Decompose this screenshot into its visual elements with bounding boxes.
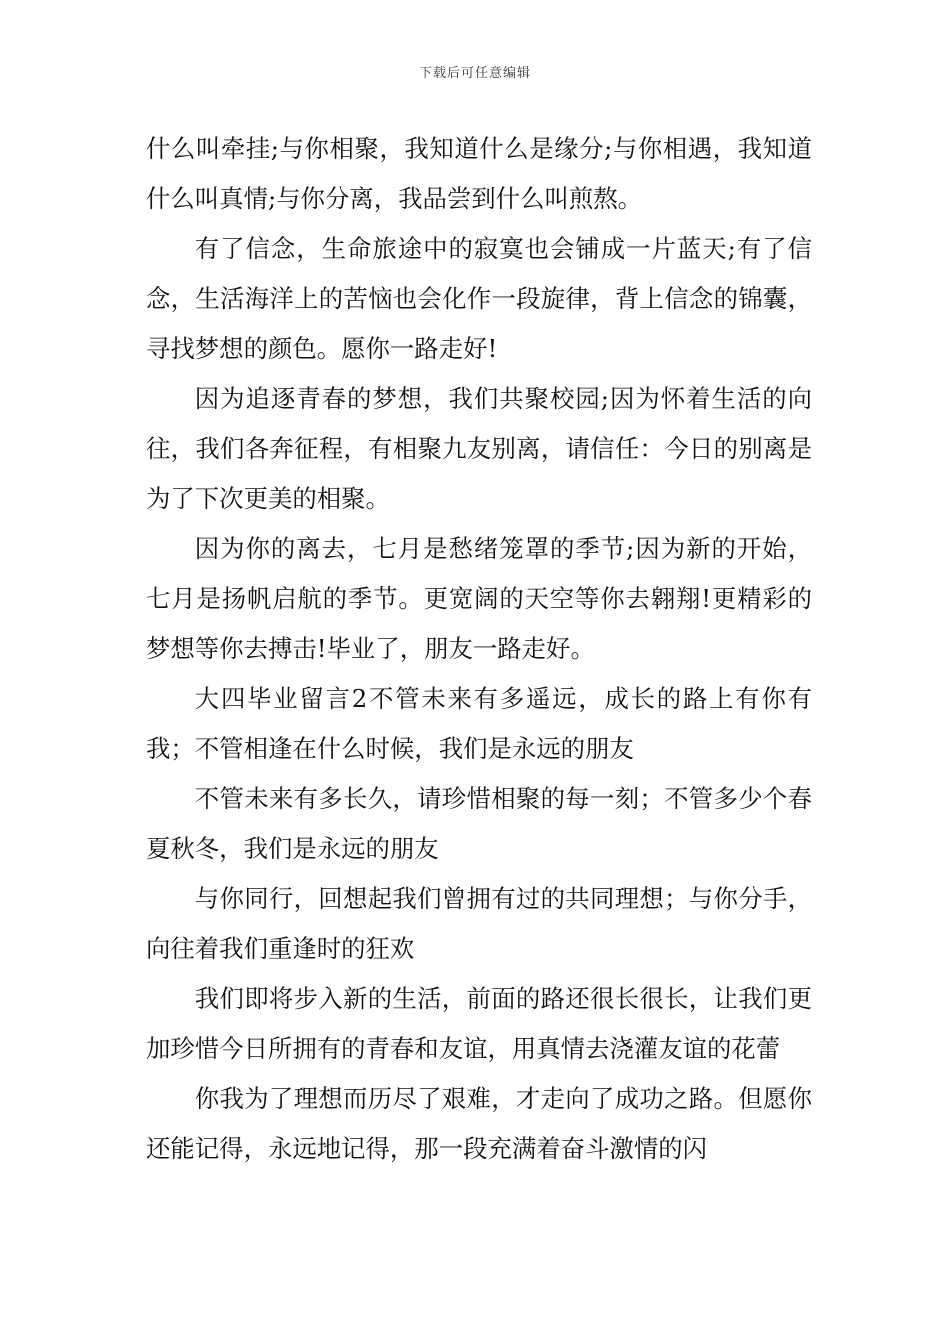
paragraph: 你我为了理想而历尽了艰难，才走向了成功之路。但愿你还能记得，永远地记得，那一段充满着奋斗激情的闪 xyxy=(146,1084,812,1163)
paragraph: 与你同行，回想起我们曾拥有过的共同理想；与你分手，向往着我们重逢时的狂欢 xyxy=(146,884,812,963)
paragraph: 什么叫牵挂;与你相聚，我知道什么是缘分;与你相遇，我知道什么叫真情;与你分离，我品尝到什么叫煎熬。 xyxy=(146,134,812,213)
paragraph: 因为追逐青春的梦想，我们共聚校园;因为怀着生活的向往，我们各奔征程，有相聚九友别离，请信任：今日的别离是为了下次更美的相聚。 xyxy=(146,384,812,513)
paragraph: 有了信念，生命旅途中的寂寞也会铺成一片蓝天;有了信念，生活海洋上的苦恼也会化作一段旋律，背上信念的锦囊，寻找梦想的颜色。愿你一路走好! xyxy=(146,234,812,363)
paragraph: 我们即将步入新的生活，前面的路还很长很长，让我们更加珍惜今日所拥有的青春和友谊，用真情去浇灌友谊的花蕾 xyxy=(146,984,812,1063)
document-body xyxy=(146,124,812,1174)
paragraph: 大四毕业留言2不管未来有多遥远，成长的路上有你有我；不管相逢在什么时候，我们是永远的朋友 xyxy=(146,684,812,763)
page-header: 下载后可任意编辑 xyxy=(418,66,531,81)
paragraph: 因为你的离去，七月是愁绪笼罩的季节;因为新的开始，七月是扬帆启航的季节。更宽阔的天空等你去翱翔!更精彩的梦想等你去搏击!毕业了，朋友一路走好。 xyxy=(146,534,812,663)
paragraph: 不管未来有多长久，请珍惜相聚的每一刻；不管多少个春夏秋冬，我们是永远的朋友 xyxy=(146,784,812,863)
